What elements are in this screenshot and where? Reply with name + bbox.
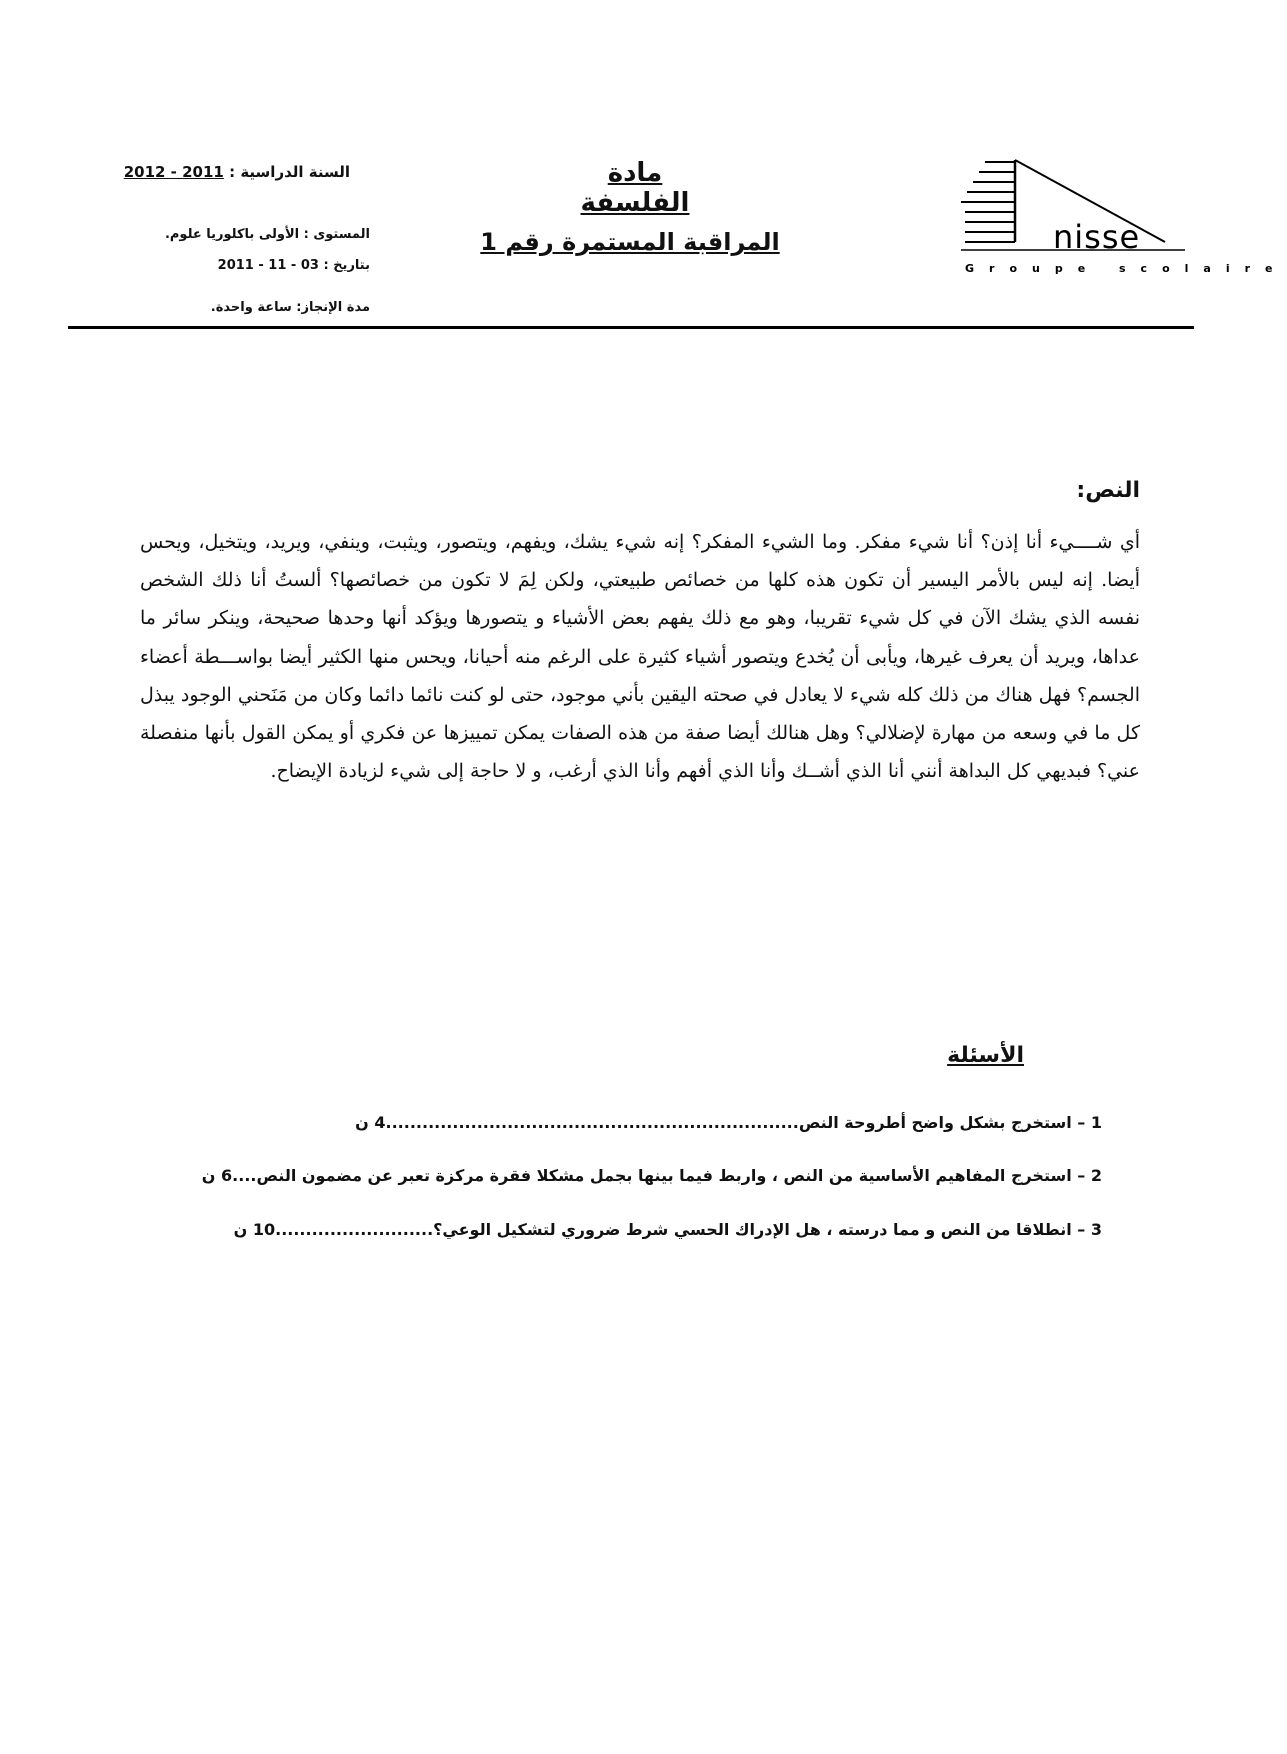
exam-duration: مدة الإنجاز: ساعة واحدة. (210, 300, 370, 315)
question-3: 3 – انطلاقا من النص و مما درسته ، هل الإدراك الحسي شرط ضروري لتشكيل الوعي؟..........................10 ن (233, 1220, 1102, 1239)
logo-tagline: Groupe scolaire (965, 262, 1287, 275)
header-divider (68, 326, 1194, 329)
questions-heading: الأسئلة (947, 1043, 1024, 1068)
exam-title: المراقبة المستمرة رقم 1 (480, 228, 780, 256)
school-year-label: السنة الدراسية : (229, 163, 350, 181)
school-year-value: 2011 - 2012 (123, 163, 224, 181)
text-passage: أي شــــيء أنا إذن؟ أنا شيء مفكر. وما الشيء المفكر؟ إنه شيء يشك، ويفهم، ويتصور، ويثبت، وينفي، ويريد، ويتخيل، ويحس أيضا. إنه ليس بالأمر اليسير أن تكون هذه كلها من خصائص طبيعتي، ولكن لِمَ لا تكون من خصائصها؟ ألستُ أنا ذلك الشخص نفسه الذي يشك الآن في كل شيء تقريبا، وهو مع ذلك يفهم بعض الأشياء و يتصورها ويؤكد أنها وحدها صحيحة، وينكر سائر ما عداها، ويريد أن يعرف غيرها، ويأبى أن يُخدع ويتصور أشياء كثيرة على الرغم منه أحيانا، ويحس منها الكثير أيضا بواســـطة أعضاء الجسم؟ فهل هناك من ذلك كله شيء لا يعادل في صحته اليقين بأني موجود، حتى لو كنت نائما دائما وكان من مَنَحني الوجود يبذل كل ما في وسعه من مهارة لإضلالي؟ وهل هنالك أيضا صفة من هذه الصفات يمكن تمييزها عن فكري أو يمكن القول بأنها منفصلة عني؟ فبديهي كل البداهة أنني أنا الذي أشــك وأنا الذي أفهم وأنا الذي أرغب، و لا حاجة إلى شيء لزيادة الإيضاح. (140, 531, 1140, 783)
subject-title: مادة الفلسفة (580, 158, 690, 218)
level-info: المستوى : الأولى باكلوريا علوم. (164, 227, 370, 242)
question-2: 2 – استخرج المفاهيم الأساسية من النص ، واربط فيما بينها بجمل مشكلا فقرة مركزة تعبر عن مضمون النص....6 ن (201, 1166, 1102, 1185)
text-heading: النص: (1076, 478, 1140, 503)
logo-brand: nisse (1053, 218, 1141, 256)
school-logo (955, 158, 1287, 278)
school-year (60, 163, 350, 181)
question-1: 1 – استخرج بشكل واضح أطروحة النص....................................................................4 ن (355, 1113, 1102, 1132)
exam-date: بتاريخ : 03 - 11 - 2011 (217, 258, 370, 273)
